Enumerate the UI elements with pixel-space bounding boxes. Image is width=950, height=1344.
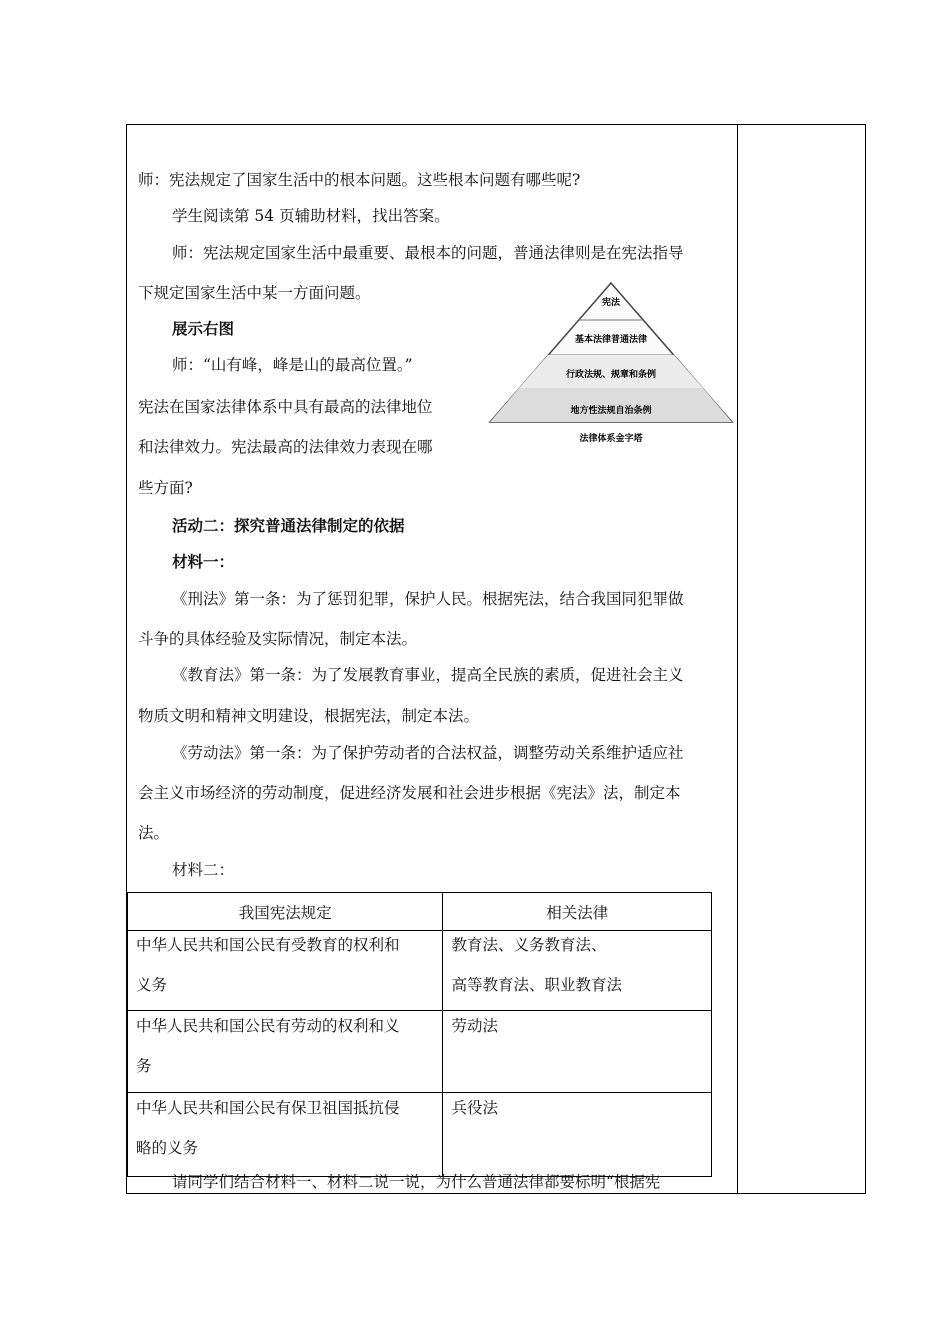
table-header-constitution: 我国宪法规定 [128, 893, 443, 931]
labor-law-line-2: 会主义市场经济的劳动制度，促进经济发展和社会进步根据《宪法》法，制定本 [138, 784, 681, 802]
table-cell-laws: 劳动法 [443, 1011, 712, 1093]
law-system-pyramid [486, 280, 736, 450]
table-row [128, 931, 712, 1011]
pyramid-caption: 法律体系金字塔 [579, 434, 643, 444]
notes-column-divider [737, 124, 738, 1194]
criminal-law-line-2: 斗争的具体经验及实际情况，制定本法。 [138, 630, 418, 648]
paragraph-line-9: 些方面? [138, 479, 193, 497]
table-cell-constitution: 中华人民共和国公民有受教育的权利和 义务 [128, 931, 443, 1011]
closing-question-line: 请同学们结合材料一、材料二说一说，为什么普通法律都要标明“根据宪 [172, 1173, 661, 1191]
table-header-row [128, 893, 712, 931]
labor-law-line-3: 法。 [138, 824, 170, 842]
pyramid-level-4: 地方性法规自治条例 [570, 406, 652, 416]
paragraph-line-8: 和法律效力。宪法最高的法律效力表现在哪 [138, 438, 433, 456]
pyramid-level-2: 基本法律普通法律 [574, 335, 648, 345]
show-figure-heading: 展示右图 [172, 319, 235, 338]
labor-law-line-1: 《劳动法》第一条：为了保护劳动者的合法权益，调整劳动关系维护适应社 [172, 744, 684, 762]
pyramid-level-3: 行政法规、规章和条例 [565, 370, 657, 380]
table-cell-laws: 教育法、义务教育法、 高等教育法、职业教育法 [443, 931, 712, 1011]
table-cell-laws: 兵役法 [443, 1093, 712, 1177]
material-two-label: 材料二： [172, 861, 235, 879]
teacher-line-3: 师：“山有峰，峰是山的最高位置。” [172, 356, 413, 374]
education-law-line-1: 《教育法》第一条：为了发展教育事业，提高全民族的素质，促进社会主义 [172, 666, 684, 684]
criminal-law-line-1: 《刑法》第一条：为了惩罚犯罪，保护人民。根据宪法，结合我国同犯罪做 [172, 590, 684, 608]
table-header-related-laws: 相关法律 [443, 893, 712, 931]
table-cell-constitution: 中华人民共和国公民有劳动的权利和义 务 [128, 1011, 443, 1093]
pyramid-level-1: 宪法 [601, 298, 621, 308]
teacher-line-1: 师：宪法规定了国家生活中的根本问题。这些根本问题有哪些呢? [138, 171, 581, 189]
paragraph-line-7: 宪法在国家法律体系中具有最高的法律地位 [138, 398, 433, 416]
table-row [128, 1011, 712, 1093]
education-law-line-2: 物质文明和精神文明建设，根据宪法，制定本法。 [138, 707, 480, 725]
teacher-line-2: 师：宪法规定国家生活中最重要、最根本的问题，普通法律则是在宪法指导 [172, 244, 684, 262]
table-cell-constitution: 中华人民共和国公民有保卫祖国抵抗侵 略的义务 [128, 1093, 443, 1177]
table-row [128, 1093, 712, 1177]
constitution-laws-table [127, 892, 712, 1177]
activity-two-heading: 活动二：探究普通法律制定的依据 [172, 516, 405, 535]
student-reading-line: 学生阅读第 54 页辅助材料，找出答案。 [172, 207, 450, 225]
teacher-line-2-cont: 下规定国家生活中某一方面问题。 [138, 284, 371, 302]
material-one-label: 材料一： [172, 552, 235, 571]
